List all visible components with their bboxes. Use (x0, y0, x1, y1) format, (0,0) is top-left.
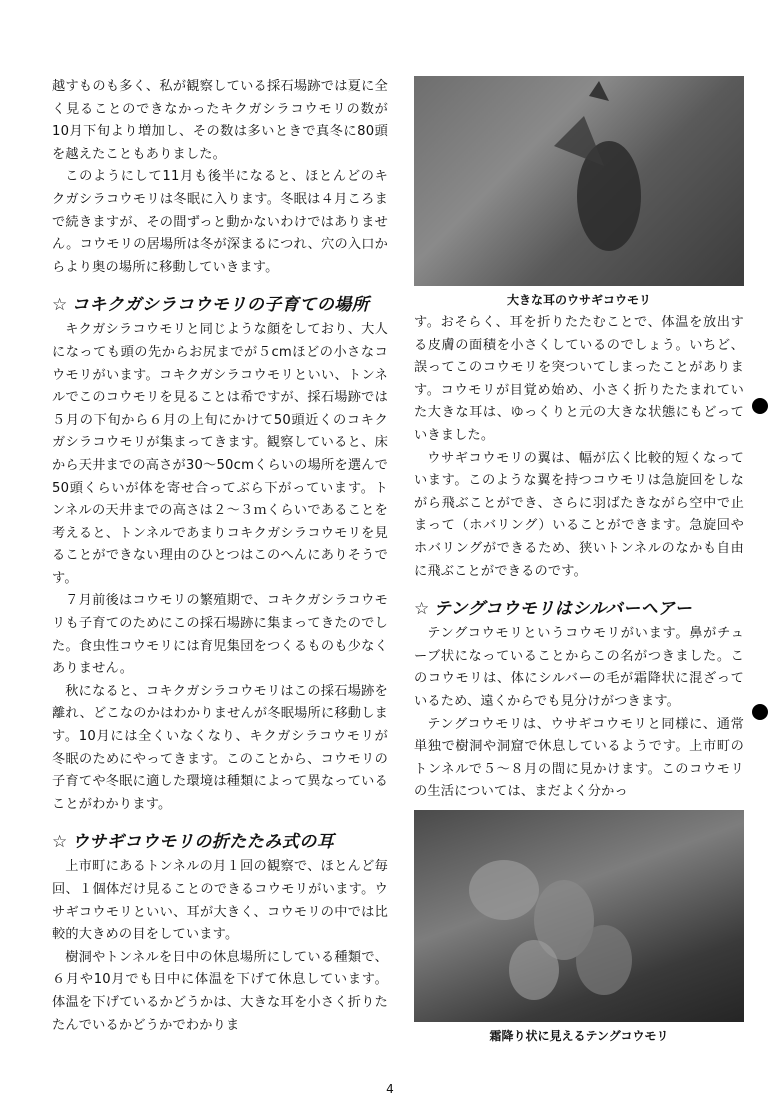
section-heading (414, 597, 744, 621)
paragraph: す。おそらく、耳を折りたたむことで、体温を放出する皮膚の面積を小さくしているのでしょう。いちど、誤ってこのコウモリを突ついてしまったことがあります。コウモリが目覚め始め、小さく折りたたまれていた大きな耳は、ゆっくりと元の大きな状態にもどっていきました。 (414, 315, 744, 443)
paragraph: このようにして11月も後半になると、ほとんどのキクガシラコウモリは冬眠に入ります。冬眠は４月ころまで続きますが、その間ずっと動かないわけではありません。コウモリの居場所は冬が深まるにつれ、穴の入口からより奥の場所に移動していきます。 (52, 169, 389, 275)
paragraph: テングコウモリというコウモリがいます。鼻がチューブ状になっていることからこの名がつきました。このコウモリは、体にシルバーの毛が霜降状に混ざっているため、遠くからでも見分けがつきます。 (414, 626, 744, 709)
star-icon: ☆ (52, 832, 68, 853)
bat-silhouette-icon (414, 76, 744, 286)
paragraph: 上市町にあるトンネルの月１回の観察で、ほとんど毎回、１個体だけ見ることのできるコウモリがいます。ウサギコウモリといい、耳が大きく、コウモリの中では比較的大きめの目をしています。 (52, 859, 388, 943)
section-heading-text: テングコウモリはシルバーヘアー (433, 599, 693, 620)
star-icon: ☆ (52, 295, 68, 316)
section-heading (52, 830, 388, 854)
star-icon: ☆ (414, 599, 430, 620)
section-heading (52, 293, 388, 317)
photo-caption: 霜降り状に見えるテングコウモリ (489, 1028, 669, 1043)
section-heading-text: ウサギコウモリの折たたみ式の耳 (71, 832, 335, 853)
photo-rabbit-bat (414, 76, 744, 286)
paragraph: 秋になると、コキクガシラコウモリはこの採石場跡を離れ、どこなのかはわかりませんが冬眠場所に移動します。10月には全くいなくなり、キクガシラコウモリが冬眠のためにやってきます。このことから、コウモリの子育てや冬眠に適した環境は種類によって異なっていることがわかります。 (52, 683, 388, 812)
bat-cluster-icon (414, 810, 744, 1022)
binding-hole-icon (752, 398, 768, 414)
binding-hole-icon (752, 704, 768, 720)
left-column (52, 76, 388, 1037)
paragraph: 樹洞やトンネルを日中の休息場所にしている種類で、６月や10月でも日中に体温を下げて休息しています。体温を下げているかどうかは、大きな耳を小さく折りたたんでいるかどうかでわかりま (52, 949, 388, 1033)
photo-tube-nosed-bats (414, 810, 744, 1022)
paragraph: 越すものも多く、私が観察している採石場跡では夏に全く見ることのできなかったキクガシラコウモリの数が10月下旬より増加し、その数は多いときで真冬に80頭を越えたこともありました。 (52, 79, 388, 162)
paragraph: ７月前後はコウモリの繁殖期で、コキクガシラコウモリも子育てのためにこの採石場跡に集まってきたのでした。食虫性コウモリには育児集団をつくるものも少なくありません。 (52, 593, 388, 677)
paragraph: テングコウモリは、ウサギコウモリと同様に、通常単独で樹洞や洞窟で休息しているようです。上市町のトンネルで５〜８月の間に見かけます。このコウモリの生活については、まだよく分かっ (414, 716, 744, 800)
right-column (414, 76, 744, 1048)
page-number: 4 (386, 1082, 394, 1096)
photo-caption: 大きな耳のウサギコウモリ (506, 293, 651, 307)
paragraph: キクガシラコウモリと同じような顔をしており、大人になっても頭の先からお尻までが５cmほどの小さなコウモリがいます。コキクガシラコウモリといい、トンネルでこのコウモリを見ることは希ですが、採石場跡では５月の下旬から６月の上旬にかけて50頭近くのコキクガシラコウモリが集まってきます。観察していると、床から天井までの高さが30〜50cmくらいの場所を選んで50頭くらいが体を寄せ合ってぶら下がっています。トンネルの天井までの高さは２〜３ｍくらいであることを考えると、トンネルであまりコキクガシラコウモリを見ることができない理由のひとつはこのへんにありそうです。 (52, 322, 388, 586)
paragraph: ウサギコウモリの翼は、幅が広く比較的短くなっています。このような翼を持つコウモリは急旋回をしながら飛ぶことができ、さらに羽ばたきながら空中で止まって（ホバリング）いることができます。急旋回やホバリングができるため、狭いトンネルのなかも自由に飛ぶことができるのです。 (414, 450, 744, 579)
section-heading-text: コキクガシラコウモリの子育ての場所 (71, 295, 370, 316)
